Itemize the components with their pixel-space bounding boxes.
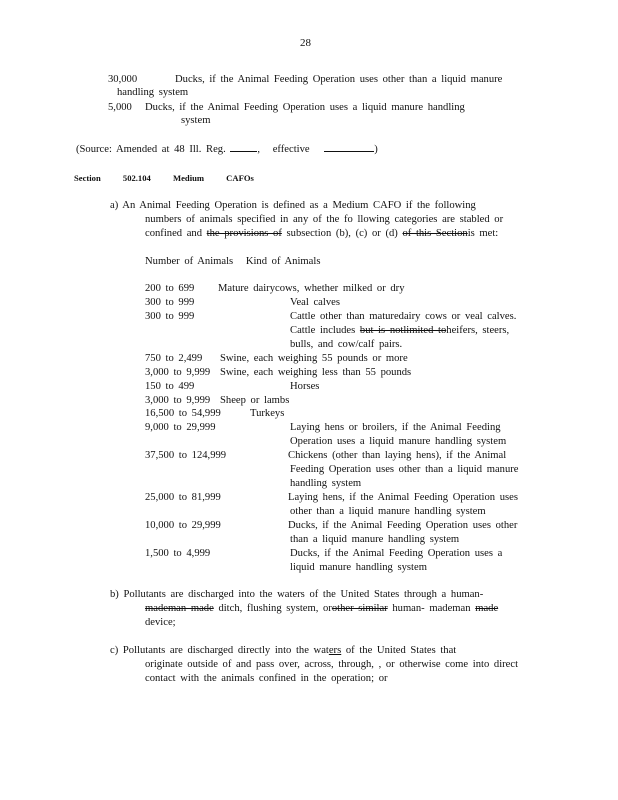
paragraph-b-line: device;: [145, 617, 176, 628]
paragraph-b-text: human- mademan: [392, 603, 471, 614]
table-row-kind: Swine, each weighing less than 55 pounds: [220, 367, 412, 378]
deleted-text: other similar: [331, 603, 388, 614]
section-title-word1: Medium: [172, 173, 205, 183]
inserted-text: ers: [328, 645, 342, 656]
section-title-word2: CAFOs: [226, 173, 254, 183]
table-row-kind: Laying hens, if the Animal Feeding Operation uses: [288, 492, 518, 503]
paragraph-c-line: [110, 644, 456, 658]
paragraph-c-text: c) Pollutants are discharged directly into the wat: [110, 645, 329, 656]
table-row-number: 5,000: [108, 102, 132, 113]
table-header-number: Number of Animals: [145, 256, 234, 267]
table-row-kind: Ducks, if the Animal Feeding Operation uses other than a liquid manure: [175, 74, 503, 85]
table-row-number: 10,000 to 29,999: [145, 520, 221, 531]
table-row-number: 300 to 999: [145, 297, 195, 308]
paragraph-c-line: originate outside of and pass over, across, through, , or otherwise come into direct: [145, 659, 519, 670]
deleted-text: mademan made: [145, 603, 214, 614]
table-row-number: 9,000 to 29,999: [145, 422, 216, 433]
source-comma: ,: [257, 144, 261, 155]
table-row-kind-cont: than a liquid manure handling system: [290, 534, 460, 545]
table-row-kind-cont: bulls, and cow/calf pairs.: [290, 339, 403, 350]
table-row-number: 200 to 699: [145, 283, 195, 294]
section-number: 502.104: [122, 173, 151, 183]
paragraph-a-text: is met:: [467, 228, 499, 239]
table-row-number: 3,000 to 9,999: [145, 367, 211, 378]
deleted-text: but is notlimited to: [359, 325, 447, 336]
table-row-number: 150 to 499: [145, 381, 195, 392]
table-row-number: 30,000: [108, 74, 138, 85]
table-row-kind: Veal calves: [290, 297, 340, 308]
source-close: ): [374, 144, 378, 155]
source-note: [76, 143, 378, 157]
table-row-kind-cont: Operation uses a liquid manure handling system: [290, 436, 507, 447]
table-row-kind: Ducks, if the Animal Feeding Operation uses a: [290, 548, 503, 559]
table-row-number: 300 to 999: [145, 311, 195, 322]
table-row-kind-text: Cattle includes: [290, 325, 356, 336]
table-header-kind: Kind of Animals: [245, 256, 321, 267]
source-prefix: (Source: Amended at 48 Ill. Reg.: [76, 144, 226, 155]
blank-effective-date: [324, 151, 374, 152]
table-row-number: 37,500 to 124,999: [145, 450, 227, 461]
paragraph-a-text: confined and: [145, 228, 203, 239]
table-row-kind: Mature dairycows, whether milked or dry: [218, 283, 405, 294]
table-row-number: 1,500 to 4,999: [145, 548, 211, 559]
table-row-number: 25,000 to 81,999: [145, 492, 221, 503]
table-row-number: 3,000 to 9,999: [145, 395, 211, 406]
table-row-kind: Swine, each weighing 55 pounds or more: [220, 353, 408, 364]
page-number: 28: [300, 37, 311, 49]
table-row-kind: Turkeys: [250, 408, 285, 419]
table-row-kind-cont: liquid manure handling system: [290, 562, 427, 573]
table-row-kind: Chickens (other than laying hens), if the Animal: [288, 450, 507, 461]
paragraph-a-text: subsection (b), (c) or (d): [286, 228, 398, 239]
table-row-kind: Laying hens or broilers, if the Animal Feeding: [290, 422, 501, 433]
table-header: [145, 255, 320, 269]
paragraph-b-text: ditch, flushing system, or: [218, 603, 332, 614]
table-row-kind-text: heifers, steers,: [446, 325, 510, 336]
paragraph-b-line: [145, 602, 498, 616]
blank-register-page: [230, 151, 257, 152]
paragraph-a-line: [145, 227, 498, 241]
table-row-kind-cont: Feeding Operation uses other than a liquid manure: [290, 464, 519, 475]
source-effective: effective: [272, 144, 310, 155]
paragraph-c-text: of the United States that: [341, 645, 457, 656]
deleted-text: the provisions of: [206, 228, 282, 239]
paragraph-c-line: contact with the animals confined in the operation; or: [145, 673, 388, 684]
deleted-text: made: [475, 603, 499, 614]
table-row-kind-cont: handling system: [290, 478, 362, 489]
table-row-kind-cont: handling system: [117, 87, 189, 98]
table-row-kind: Horses: [290, 381, 320, 392]
table-row-number: 16,500 to 54,999: [145, 408, 221, 419]
section-heading: [74, 172, 268, 186]
table-row-kind: Ducks, if the Animal Feeding Operation uses other: [288, 520, 518, 531]
deleted-text: of this Section: [402, 228, 468, 239]
paragraph-b-line: b) Pollutants are discharged into the waters of the United States through a human-: [110, 589, 484, 600]
table-row-kind: Cattle other than maturedairy cows or veal calves.: [290, 311, 517, 322]
paragraph-a-line: a) An Animal Feeding Operation is defined as a Medium CAFO if the following: [110, 200, 476, 211]
section-label: Section: [74, 173, 101, 183]
table-row-kind-cont: [290, 324, 509, 338]
table-row-kind-cont: other than a liquid manure handling system: [290, 506, 486, 517]
table-row-kind: Sheep or lambs: [220, 395, 290, 406]
table-row-kind: Ducks, if the Animal Feeding Operation uses a liquid manure handling: [145, 102, 465, 113]
paragraph-a-line: numbers of animals specified in any of the fo llowing categories are stabled or: [145, 214, 504, 225]
table-row-number: 750 to 2,499: [145, 353, 203, 364]
table-row-kind-cont: system: [181, 115, 211, 126]
